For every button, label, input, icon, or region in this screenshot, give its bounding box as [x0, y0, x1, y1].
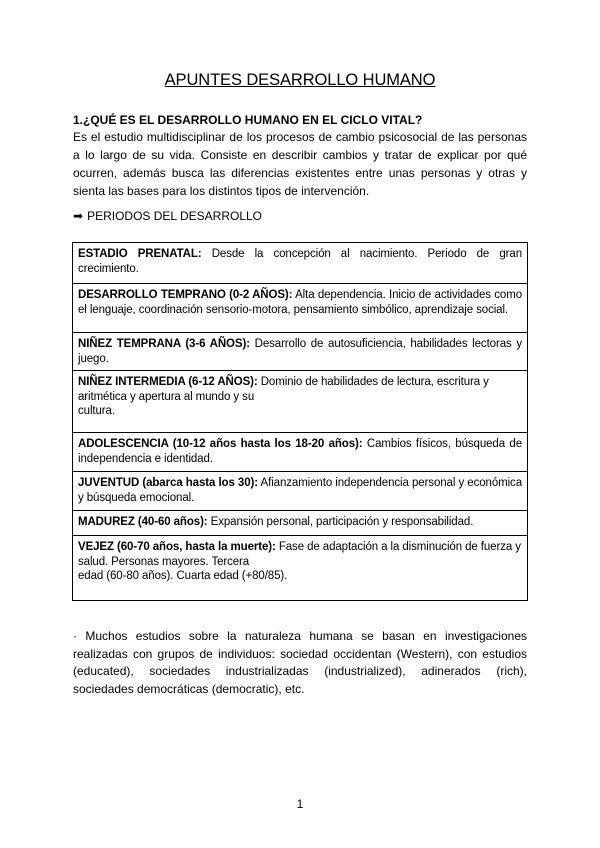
periods-heading: [73, 209, 262, 223]
stage-desc-cont: cultura.: [78, 405, 115, 417]
table-row: [73, 371, 527, 433]
stage-desc-cont: edad (60-80 años). Cuarta edad (+80/85).: [78, 570, 288, 582]
table-row: [73, 472, 527, 511]
stage-desc: Fase de adaptación a la disminución de fuerza y salud. Personas mayores. Tercera: [78, 541, 521, 568]
page-number: 1: [296, 797, 304, 811]
arrow-right-icon: ➡: [73, 209, 84, 223]
table-row: [73, 333, 527, 371]
stage-name: NIÑEZ INTERMEDIA (6-12 AÑOS):: [78, 376, 258, 388]
stage-name: MADUREZ (40-60 años):: [78, 516, 208, 528]
periods-label: PERIODOS DEL DESARROLLO: [87, 209, 262, 223]
table-row: [73, 511, 527, 536]
stages-table: [72, 242, 528, 601]
stage-name: ESTADIO PRENATAL:: [78, 248, 202, 260]
table-row: [73, 243, 527, 284]
section-heading: 1.¿QUÉ ES EL DESARROLLO HUMANO EN EL CICLO VITAL?: [73, 113, 423, 127]
intro-paragraph: Es el estudio multidisciplinar de los procesos de cambio psicosocial de las personas a lo largo de su vida. Consiste en describir cambios y tratar de explicar por qué ocurren, además busca las diferencias existentes entre unas personas y otras y sienta las bases para los distintos tipos de intervención.: [73, 130, 527, 198]
stage-desc: Afianzamiento independencia personal y económica y búsqueda emocional.: [78, 477, 522, 504]
table-row: [73, 536, 527, 600]
stage-desc: Desarrollo de autosuficiencia, habilidades lectoras y juego.: [78, 338, 522, 365]
stage-name: DESARROLLO TEMPRANO (0-2 AÑOS):: [78, 289, 293, 301]
table-row: [73, 433, 527, 472]
stage-desc: Cambios físicos, búsqueda de independencia e identidad.: [78, 438, 522, 465]
stage-name: VEJEZ (60-70 años, hasta la muerte):: [78, 541, 276, 553]
stage-name: ADOLESCENCIA (10-12 años hasta los 18-20 años):: [78, 438, 363, 450]
stage-desc: Dominio de habilidades de lectura, escritura y aritmética y apertura al mundo y su: [78, 376, 489, 403]
stage-desc: Desde la concepción al nacimiento. Periodo de gran crecimiento.: [78, 248, 522, 275]
table-row: [73, 284, 527, 333]
stage-desc: Expansión personal, participación y responsabilidad.: [207, 516, 474, 528]
stage-name: JUVENTUD (abarca hasta los 30):: [78, 477, 258, 489]
stage-name: NIÑEZ TEMPRANA (3-6 AÑOS):: [78, 338, 250, 350]
page-title: APUNTES DESARROLLO HUMANO: [164, 71, 436, 89]
stage-desc: Alta dependencia. Inicio de actividades como el lenguaje, coordinación sensorio-motora, pensamiento simbólico, aprendizaje social.: [78, 289, 522, 316]
note-paragraph: · Muchos estudios sobre la naturaleza humana se basan en investigaciones realizadas con grupos de individuos: sociedad occidentan (Western), con estudios (educated), sociedades industrializadas (industrialized), adinerados (rich), sociedades democráticas (democratic), etc.: [73, 629, 527, 696]
